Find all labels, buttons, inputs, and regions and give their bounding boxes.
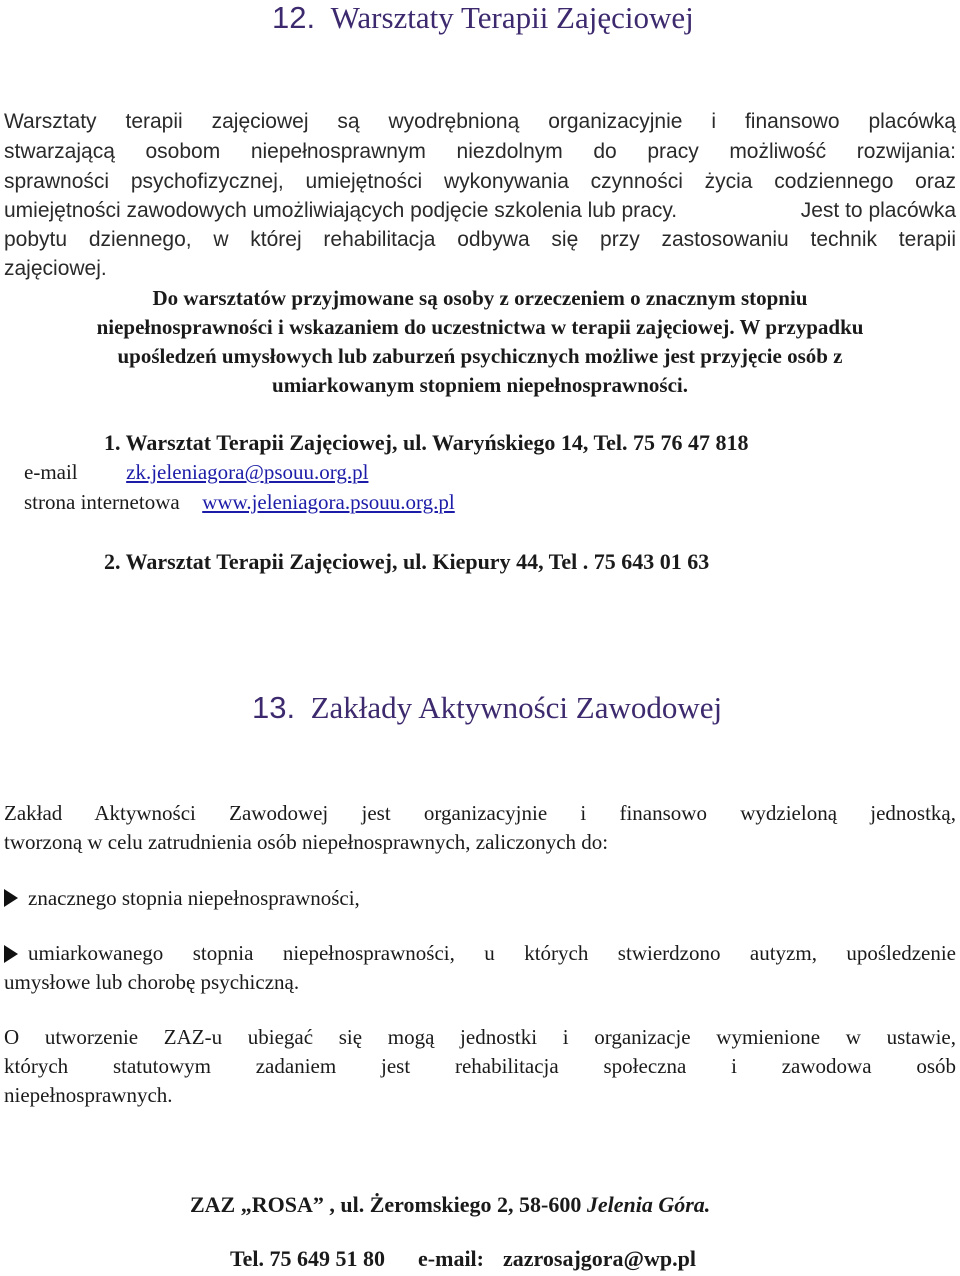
s13-bullet-1-text: znacznego stopnia niepełnosprawności,: [28, 886, 360, 910]
zaz-tel: Tel. 75 649 51 80: [230, 1246, 386, 1271]
s12-intro-line-4: [4, 199, 956, 223]
s12-item-1: 1. Warsztat Terapii Zajęciowej, ul. Waryńskiego 14, Tel. 75 76 47 818: [104, 430, 749, 455]
s12-email-link[interactable]: zk.jeleniagora@psouu.org.pl: [126, 460, 369, 484]
s12-bold-line-4: umiarkowanym stopniem niepełnosprawności.: [272, 373, 688, 397]
zaz-address: [190, 1192, 710, 1218]
s13-para-line-3: niepełnosprawnych.: [4, 1083, 173, 1107]
s12-bold-line-2: niepełnosprawności i wskazaniem do uczestnictwa w terapii zajęciowej. W przypadku: [96, 315, 864, 339]
section-13-title: Zakłady Aktywności Zawodowej: [310, 690, 723, 725]
s13-intro-line-2: tworzoną w celu zatrudnienia osób niepełnosprawnych, zaliczonych do:: [4, 830, 609, 854]
s12-email-label: e-mail: [24, 460, 78, 484]
zaz-email-value[interactable]: zazrosajgora@wp.pl: [503, 1246, 696, 1271]
s12-item-2: 2. Warsztat Terapii Zajęciowej, ul. Kiepury 44, Tel . 75 643 01 63: [104, 549, 710, 574]
s12-intro-line-6: zajęciowej.: [4, 257, 107, 280]
s13-bullet-2-text: umiarkowanego stopnia niepełnosprawności, u których stwierdzono autyzm, upośledzenie: [28, 941, 956, 965]
section-13-number: 13.: [252, 690, 296, 725]
section-13-heading: [252, 690, 722, 726]
s13-bullet-2-line-2: umysłowe lub chorobę psychiczną.: [4, 970, 300, 994]
s12-intro-line-1: Warsztaty terapii zajęciowej są wyodrębnioną organizacyjnie i finansowo placówką: [4, 110, 956, 133]
s13-para-line-2: których statutowym zadaniem jest rehabilitacja społeczna i zawodowa osób: [4, 1054, 956, 1078]
s12-web-label: strona internetowa: [24, 490, 180, 514]
s12-intro-line-3: sprawności psychofizycznej, umiejętności wykonywania czynności życia codziennego oraz: [4, 170, 956, 193]
zaz-email-label: e-mail:: [418, 1246, 484, 1271]
zaz-address-main: ZAZ „ROSA” , ul. Żeromskiego 2, 58-600: [190, 1192, 587, 1217]
triangle-bullet-icon: [4, 945, 18, 963]
section-12-title: Warsztaty Terapii Zajęciowej: [330, 0, 694, 35]
s12-intro-line-5: pobytu dziennego, w której rehabilitacja odbywa się przy zastosowaniu technik terapii: [4, 228, 956, 251]
s12-bold-line-1: Do warsztatów przyjmowane są osoby z orzeczeniem o znacznym stopniu: [152, 286, 808, 310]
s12-intro-line-4-tail: Jest to placówka: [800, 199, 956, 222]
zaz-address-city: Jelenia Góra.: [586, 1192, 711, 1217]
s12-web-row: [24, 490, 455, 515]
s12-email-row: [24, 460, 368, 485]
zaz-contact: [230, 1246, 696, 1272]
s13-para-line-1: O utworzenie ZAZ-u ubiegać się mogą jednostki i organizacje wymienione w ustawie,: [4, 1025, 956, 1049]
s12-intro-line-2: stwarzającą osobom niepełnosprawnym niezdolnym do pracy możliwość rozwijania:: [4, 140, 956, 163]
triangle-bullet-icon: [4, 889, 18, 907]
section-12-heading: [272, 0, 694, 36]
section-12-number: 12.: [272, 0, 316, 35]
s13-intro-line-1: Zakład Aktywności Zawodowej jest organizacyjnie i finansowo wydzieloną jednostką,: [4, 801, 956, 825]
s12-web-link[interactable]: www.jeleniagora.psouu.org.pl: [202, 490, 455, 514]
s12-intro-line-4-head: umiejętności zawodowych umożliwiających podjęcie szkolenia lub pracy.: [4, 199, 678, 222]
s13-bullet-1: [4, 886, 360, 911]
s13-bullet-2: [4, 941, 956, 966]
s12-bold-line-3: upośledzeń umysłowych lub zaburzeń psychicznych możliwe jest przyjęcie osób z: [117, 344, 843, 368]
